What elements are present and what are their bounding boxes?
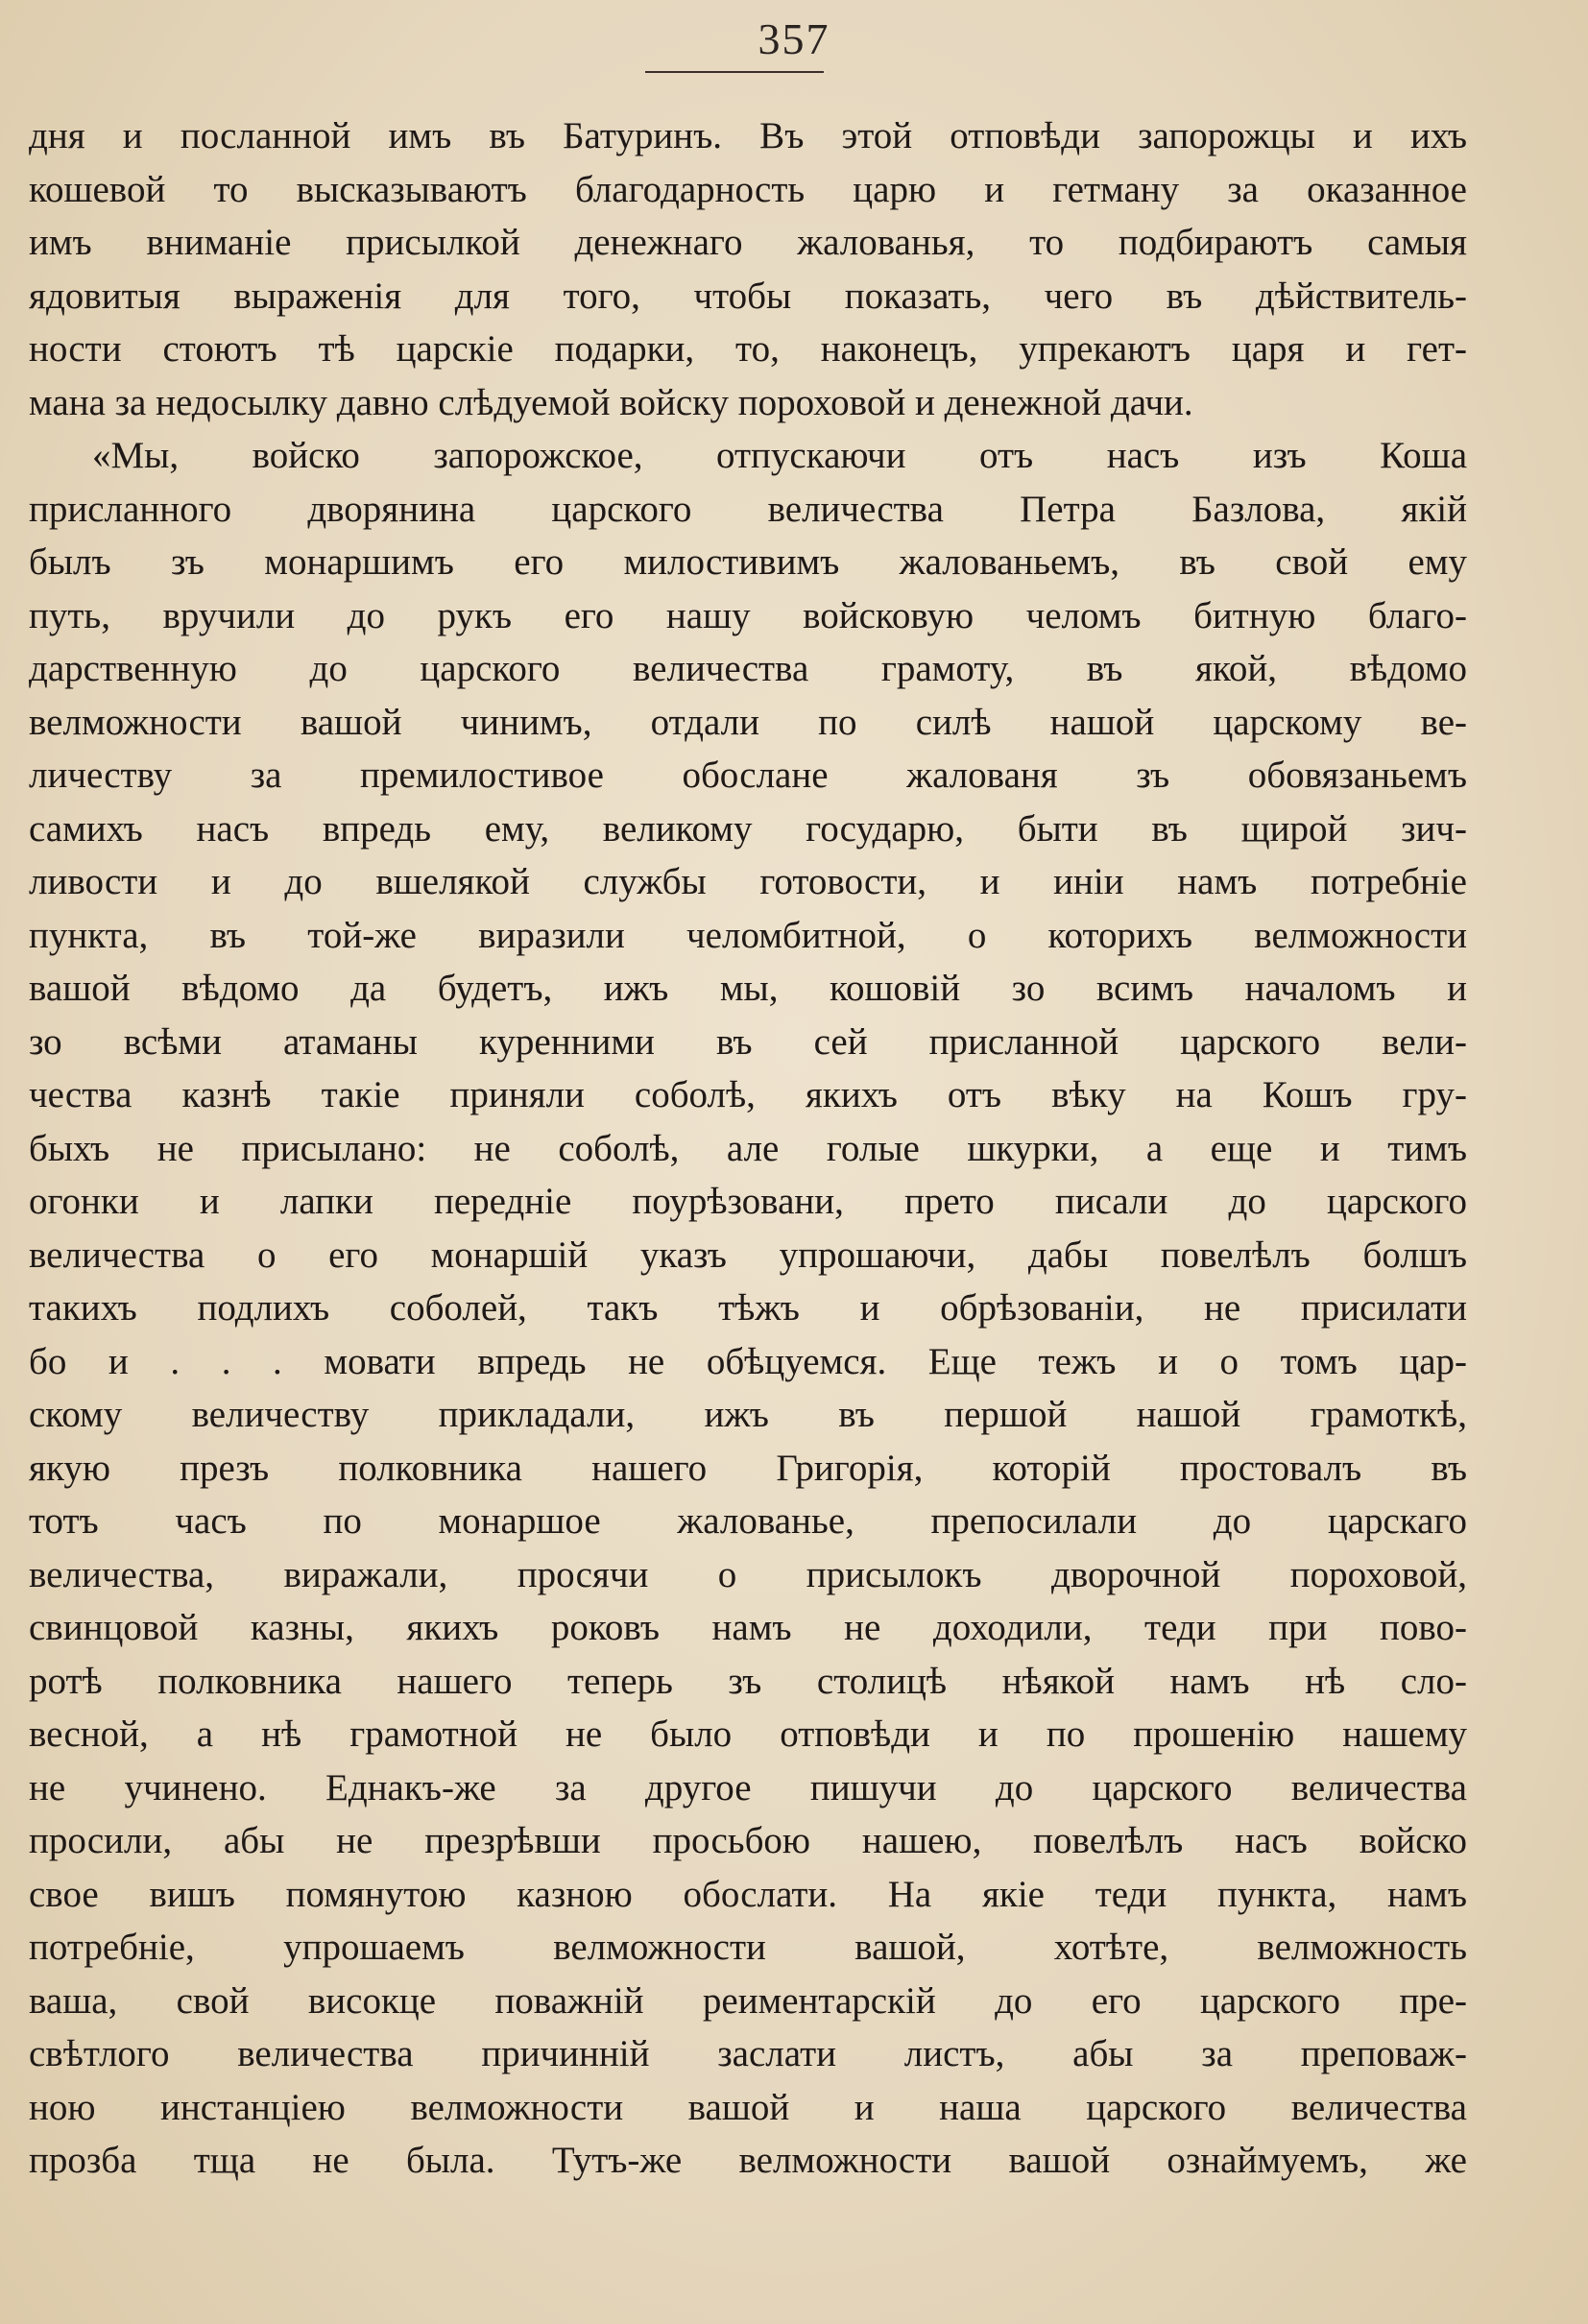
text-line: дарственную до царского величества грамоту, въ якой, вѣдомо [29, 648, 1467, 689]
text-line: бо и . . . мовати впредь не обѣцуемся. Еще тежъ и о томъ цар- [29, 1340, 1467, 1382]
text-line: путь, вручили до рукъ его нашу войсковую челомъ битную благо- [29, 594, 1467, 636]
page-number: 357 [758, 14, 830, 63]
text-line: ности стоютъ тѣ царскіе подарки, то, наконецъ, упрекаютъ царя и гет- [29, 328, 1467, 370]
text-line: велможности вашой чинимъ, отдали по силѣ нашой царскому ве- [29, 701, 1467, 743]
text-line: потребніе, упрошаемъ велможности вашой, хотѣте, велможность [29, 1927, 1467, 1968]
text-line: былъ зъ монаршимъ его милостивимъ жалованьемъ, въ свой ему [29, 541, 1467, 583]
text-line: прозба тща не была. Тутъ-же велможности вашой ознаймуемъ, же [29, 2140, 1467, 2181]
text-line: свинцовой казны, якихъ роковъ намъ не доходили, теди при пово- [29, 1607, 1467, 1648]
text-line: ядовитыя выраженія для того, чтобы показать, чего въ дѣйствитель- [29, 275, 1467, 317]
text-line: «Мы, войско запорожское, отпускаючи отъ насъ изъ Коша [92, 435, 1467, 476]
page-number-rule [645, 71, 824, 73]
text-line: величества, виражали, просячи о присылокъ дворочной пороховой, [29, 1553, 1467, 1595]
text-line: такихъ подлихъ соболей, такъ тѣжъ и обрѣзованіи, не присилати [29, 1287, 1467, 1329]
body-text [29, 109, 1467, 2188]
text-line: личеству за премилостивое обослане жалованя зъ обовязаньемъ [29, 755, 1467, 796]
text-line: просили, абы не презрѣвши просьбою нашею, повелѣлъ насъ войско [29, 1820, 1467, 1861]
text-line: свое вишъ помянутою казною обослати. На якіе теди пункта, намъ [29, 1873, 1467, 1915]
text-line: тотъ часъ по монаршое жалованье, препосилали до царскаго [29, 1500, 1467, 1542]
text-line: чества казнѣ такіе приняли соболѣ, якихъ отъ вѣку на Кошъ гру- [29, 1074, 1467, 1115]
text-line: зо всѣми атаманы куренними въ сей присланной царского вели- [29, 1020, 1467, 1063]
text-line: ною инстанціею велможности вашой и наша царского величества [29, 2086, 1467, 2128]
text-line: весной, а нѣ грамотной не было отповѣди и по прошенію нашему [29, 1713, 1467, 1755]
text-line: огонки и лапки передніе поурѣзовани, прето писали до царского [29, 1181, 1467, 1222]
text-line: якую презъ полковника нашего Григорія, которій простовалъ въ [29, 1447, 1467, 1489]
text-line: имъ вниманіе присылкой денежнаго жалованья, то подбираютъ самыя [29, 222, 1467, 263]
text-line: вашой вѣдомо да будетъ, ижъ мы, кошовій зо всимъ началомъ и [29, 968, 1467, 1009]
text-line: ротѣ полковника нашего теперь зъ столицѣ нѣякой намъ нѣ сло- [29, 1660, 1467, 1702]
text-line: пункта, въ той-же виразили челомбитной, о которихъ велможности [29, 914, 1467, 956]
text-line: величества о его монаршій указъ упрошаючи, дабы повелѣлъ болшъ [29, 1234, 1467, 1276]
text-line: самихъ насъ впредь ему, великому государю, быти въ щирой зич- [29, 807, 1467, 850]
text-line: не учинено. Еднакъ-же за другое пишучи до царского величества [29, 1766, 1467, 1809]
text-line: быхъ не присылано: не соболѣ, але голые шкурки, а еще и тимъ [29, 1127, 1467, 1169]
text-line: ваша, свой високце поважній реиментарскій до его царского пре- [29, 1979, 1467, 2022]
text-line: ливости и до вшелякой службы готовости, и иніи намъ потребніе [29, 861, 1467, 902]
text-line: свѣтлого величества причинній заслати листъ, абы за преповаж- [29, 2033, 1467, 2074]
text-line: мана за недосылку давно слѣдуемой войску пороховой и денежной дачи. [29, 381, 1193, 423]
text-line: присланного дворянина царского величества Петра Базлова, якій [29, 488, 1467, 530]
text-line: скому величеству прикладали, ижъ въ першой нашой грамоткѣ, [29, 1394, 1467, 1435]
text-line: дня и посланной имъ въ Батуринъ. Въ этой отповѣди запорожцы и ихъ [29, 115, 1467, 156]
text-line: кошевой то высказываютъ благодарность царю и гетману за оказанное [29, 168, 1467, 210]
